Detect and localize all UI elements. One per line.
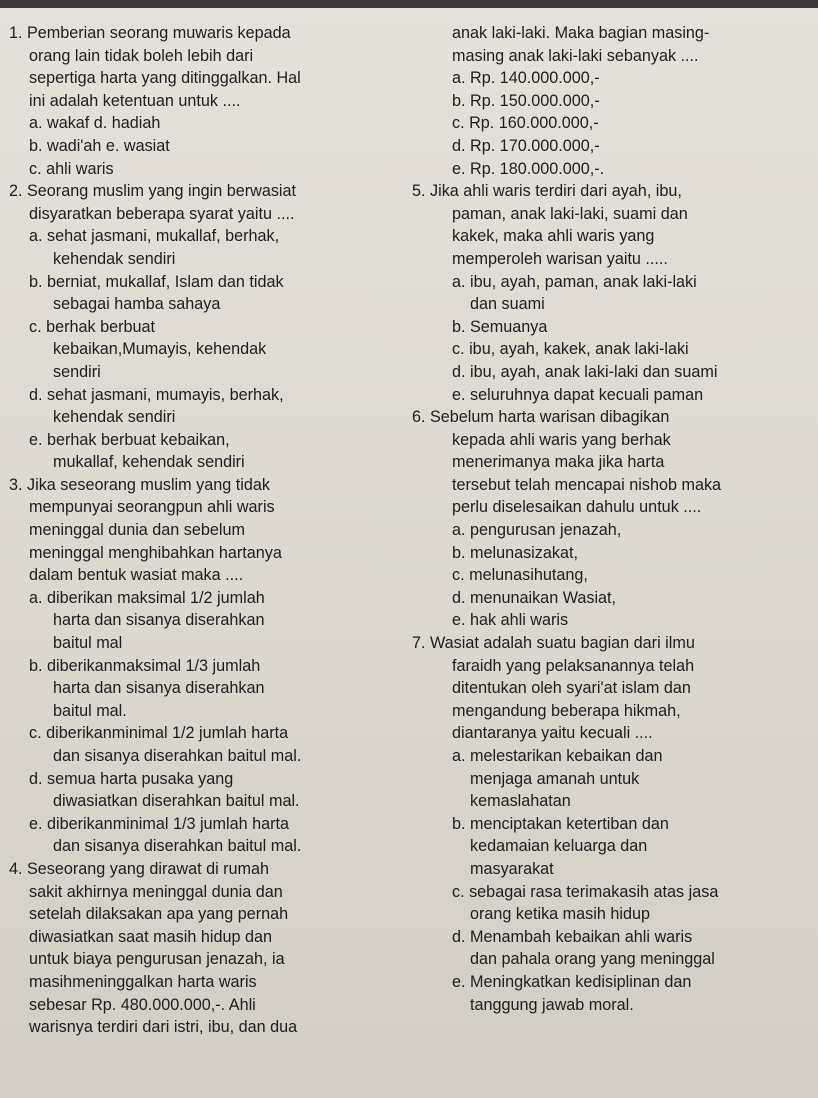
right_column-line: kemaslahatan xyxy=(470,792,571,811)
right_column-line: d. Menambah kebaikan ahli waris xyxy=(452,927,693,946)
right_column-line: dan suami xyxy=(470,295,545,314)
left_column-line: a. diberikan maksimal 1/2 jumlah xyxy=(29,588,265,607)
right_column-line: masing anak laki-laki sebanyak .... xyxy=(452,46,699,65)
left_column-line: dan sisanya diserahkan baitul mal. xyxy=(53,747,302,765)
left_column-line: sebagai hamba sahaya xyxy=(53,295,221,314)
left_column-line: dalam bentuk wasiat maka .... xyxy=(29,566,244,585)
right_column-line: 7. Wasiat adalah suatu bagian dari ilmu xyxy=(412,634,695,653)
left_column-line: 3. Jika seseorang muslim yang tidak xyxy=(9,475,270,494)
left_column-line: sakit akhirnya meninggal dunia dan xyxy=(29,882,283,901)
left_column-line: c. ahli waris xyxy=(29,159,114,178)
left_column-line: kehendak sendiri xyxy=(53,408,176,427)
right_column-line: tersebut telah mencapai nishob maka xyxy=(452,475,722,494)
left_column-line: dan sisanya diserahkan baitul mal. xyxy=(53,837,302,856)
left_column-line: b. diberikanmaksimal 1/3 jumlah xyxy=(29,656,261,675)
right_column-line: ditentukan oleh syari'at islam dan xyxy=(452,679,691,698)
left_column-line: ini adalah ketentuan untuk .... xyxy=(29,91,241,110)
left_column-line: mempunyai seorangpun ahli waris xyxy=(29,498,275,517)
right_column-line: c. melunasihutang, xyxy=(452,566,588,585)
left_column-line: untuk biaya pengurusan jenazah, ia xyxy=(29,950,285,969)
left_column-line: b. wadi'ah e. wasiat xyxy=(29,136,170,155)
right_column-line: a. Rp. 140.000.000,- xyxy=(452,69,600,88)
left_column-line: baitul mal xyxy=(53,634,123,653)
left_column-line: c. diberikanminimal 1/2 jumlah harta xyxy=(29,724,289,743)
right_column-line: dan pahala orang yang meninggal xyxy=(470,950,715,969)
left_column-line: b. berniat, mukallaf, Islam dan tidak xyxy=(29,272,284,291)
right_column-line: a. melestarikan kebaikan dan xyxy=(452,747,663,765)
left_column-line: meninggal menghibahkan hartanya xyxy=(29,543,282,562)
right_column-line: memperoleh warisan yaitu ..... xyxy=(452,249,668,268)
right_column-line: e. seluruhnya dapat kecuali paman xyxy=(452,385,704,404)
right_column-line: b. melunasizakat, xyxy=(452,543,578,562)
right_column-line: c. Rp. 160.000.000,- xyxy=(452,114,599,133)
right_column-line: d. ibu, ayah, anak laki-laki dan suami xyxy=(452,362,718,381)
right_column-line: orang ketika masih hidup xyxy=(470,905,650,924)
right_column-line: e. hak ahli waris xyxy=(452,611,569,630)
right_column-line: e. Rp. 180.000.000,-. xyxy=(452,159,605,178)
right_column-line: c. sebagai rasa terimakasih atas jasa xyxy=(452,882,719,901)
right_column-line: d. Rp. 170.000.000,- xyxy=(452,136,600,155)
left_column-line: harta dan sisanya diserahkan xyxy=(53,611,265,630)
left_column-line: kebaikan,Mumayis, kehendak xyxy=(53,340,267,359)
left_column-line: masihmeninggalkan harta waris xyxy=(29,972,257,991)
left_column-line: e. berhak berbuat kebaikan, xyxy=(29,430,230,449)
right_column-line: menjaga amanah untuk xyxy=(470,769,640,788)
left_column-line: kehendak sendiri xyxy=(53,249,176,268)
left_column-line: sebesar Rp. 480.000.000,-. Ahli xyxy=(29,995,256,1014)
left_column-line: baitul mal. xyxy=(53,701,127,720)
bottom-edge-marks xyxy=(0,1084,818,1098)
left_column-line: 4. Seseorang yang dirawat di rumah xyxy=(9,859,270,878)
right_column-line: diantaranya yaitu kecuali .... xyxy=(452,724,653,743)
left_column-line: a. wakaf d. hadiah xyxy=(29,114,161,133)
left_column-line: sepertiga harta yang ditinggalkan. Hal xyxy=(29,69,301,88)
right_column-line: paman, anak laki-laki, suami dan xyxy=(452,204,688,223)
right_column-line: 5. Jika ahli waris terdiri dari ayah, ibu, xyxy=(412,182,682,201)
left_column-line: mukallaf, kehendak sendiri xyxy=(53,453,245,472)
right_column-line: perlu diselesaikan dahulu untuk .... xyxy=(452,498,702,517)
right-column xyxy=(412,22,802,1016)
right_column-line: faraidh yang pelaksanannya telah xyxy=(452,656,695,675)
right_column-line: c. ibu, ayah, kakek, anak laki-laki xyxy=(452,340,689,359)
left_column-line: disyaratkan beberapa syarat yaitu .... xyxy=(29,204,295,223)
left_column-line: c. berhak berbuat xyxy=(29,317,155,336)
right_column-line: d. menunaikan Wasiat, xyxy=(452,588,617,607)
left_column-line: 1. Pemberian seorang muwaris kepada xyxy=(9,24,291,42)
right_column-line: mengandung beberapa hikmah, xyxy=(452,701,681,720)
left_column-line: setelah dilaksakan apa yang pernah xyxy=(29,905,289,924)
left_column-line: orang lain tidak boleh lebih dari xyxy=(29,46,254,65)
left-column xyxy=(9,22,401,1039)
right_column-line: b. Semuanya xyxy=(452,317,548,336)
right_column-line: masyarakat xyxy=(470,859,554,878)
left_column-line: diwasiatkan diserahkan baitul mal. xyxy=(53,792,300,811)
top-edge xyxy=(0,0,818,8)
right_column-line: a. pengurusan jenazah, xyxy=(452,521,622,540)
right_column-line: kakek, maka ahli waris yang xyxy=(452,227,655,246)
left_column-line: warisnya terdiri dari istri, ibu, dan dua xyxy=(29,1018,298,1037)
left_column-line: diwasiatkan saat masih hidup dan xyxy=(29,927,272,946)
right_column-line: 6. Sebelum harta warisan dibagikan xyxy=(412,408,670,427)
right_column-line: kedamaian keluarga dan xyxy=(470,837,648,856)
left_column-line: harta dan sisanya diserahkan xyxy=(53,679,265,698)
right_column-line: b. Rp. 150.000.000,- xyxy=(452,91,600,110)
left_column-line: 2. Seorang muslim yang ingin berwasiat xyxy=(9,182,297,201)
left_column-line: meninggal dunia dan sebelum xyxy=(29,521,245,540)
right_column-line: tanggung jawab moral. xyxy=(470,995,634,1014)
right_column-line: kepada ahli waris yang berhak xyxy=(452,430,671,449)
right_column-line: menerimanya maka jika harta xyxy=(452,453,665,472)
left_column-line: d. sehat jasmani, mumayis, berhak, xyxy=(29,385,284,404)
right_column-line: b. menciptakan ketertiban dan xyxy=(452,814,669,833)
left_column-line: e. diberikanminimal 1/3 jumlah harta xyxy=(29,814,290,833)
left_column-line: d. semua harta pusaka yang xyxy=(29,769,234,788)
right_column-line: e. Meningkatkan kedisiplinan dan xyxy=(452,972,692,991)
right_column-line: anak laki-laki. Maka bagian masing- xyxy=(452,24,710,42)
left_column-line: a. sehat jasmani, mukallaf, berhak, xyxy=(29,227,280,246)
right_column-line: a. ibu, ayah, paman, anak laki-laki xyxy=(452,272,697,291)
left_column-line: sendiri xyxy=(53,362,101,381)
